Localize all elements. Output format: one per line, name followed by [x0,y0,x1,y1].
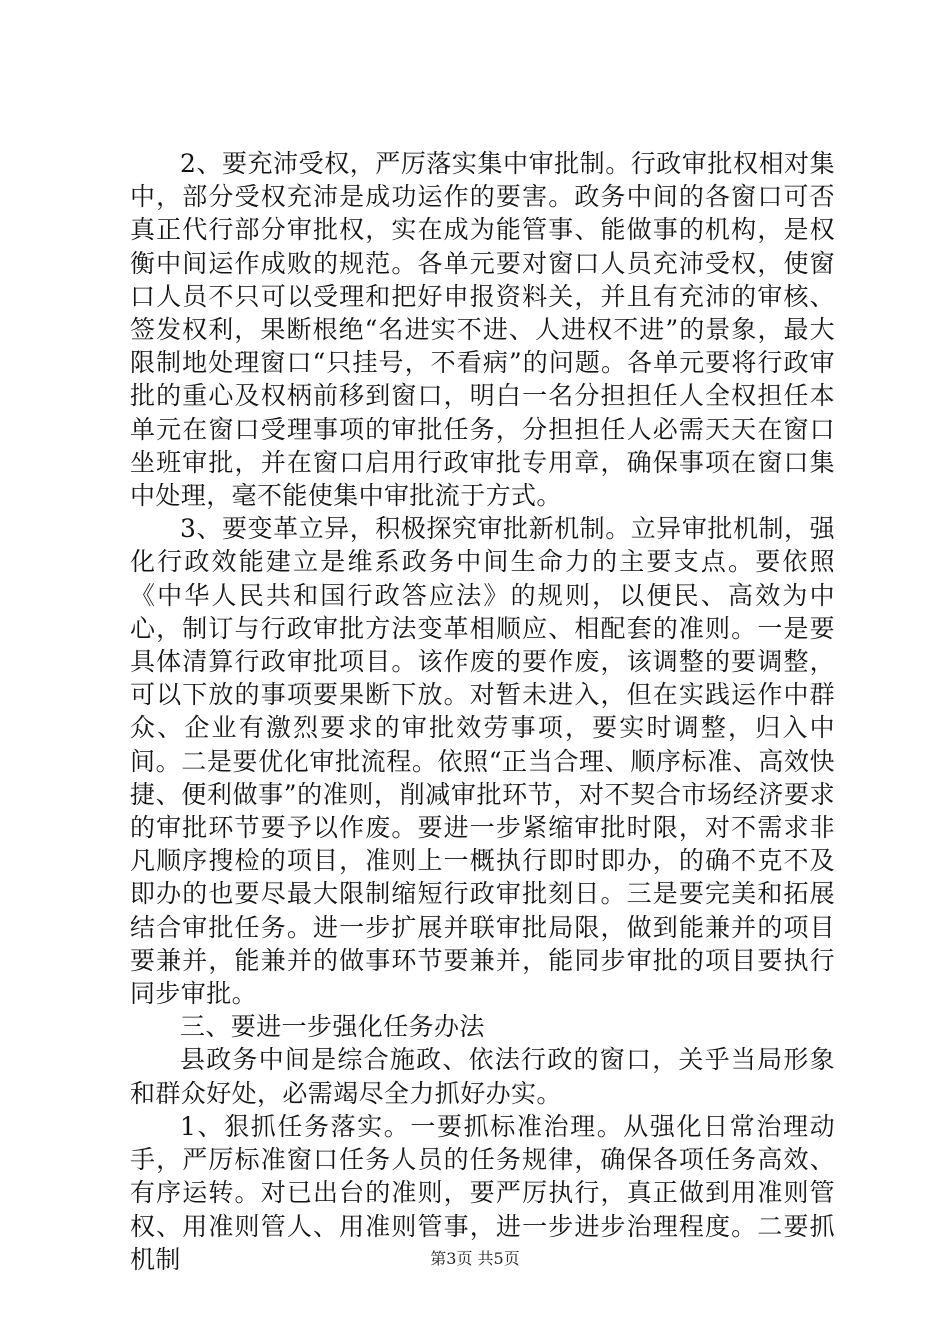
document-body [130,147,835,1276]
paragraph-2: 2、要充沛受权，严厉落实集中审批制。行政审批权相对集中，部分受权充沛是成功运作的要害。政务中间的各窗口可否真正代行部分审批权，实在成为能管事、能做事的机构，是权衡中间运作成败的规范。各单元要对窗口人员充沛受权，使窗口人员不只可以受理和把好申报资料关，并且有充沛的审核、签发权利，果断根绝“名进实不进、人进权不进”的景象，最大限制地处理窗口“只挂号，不看病”的问题。各单元要将行政审批的重心及权柄前移到窗口，明白一名分担担任人全权担任本单元在窗口受理事项的审批任务，分担担任人必需天天在窗口坐班审批，并在窗口启用行政审批专用章，确保事项在窗口集中处理，毫不能使集中审批流于方式。 [130,149,835,511]
page-number-footer: 第3页 共5页 [430,1249,520,1268]
section-heading: 三、要进一步强化任务办法 [180,1012,485,1042]
paragraph-1: 1、狠抓任务落实。一要抓标准治理。从强化日常治理动手，严厉标准窗口任务人员的任务规律，确保各项任务高效、有序运转。对已出台的准则，要严厉执行，真正做到用准则管权、用准则管人、用准则管事，进一步进步治理程度。二要抓机制 [130,1111,835,1274]
paragraph-intro: 县政务中间是综合施政、依法行政的窗口，关乎当局形象和群众好处，必需竭尽全力抓好办实。 [130,1045,835,1108]
paragraph-3: 3、要变革立异，积极探究审批新机制。立异审批机制，强化行政效能建立是维系政务中间生命力的主要支点。要依照《中华人民共和国行政答应法》的规则，以便民、高效为中心，制订与行政审批方法变革相顺应、相配套的准则。一是要具体清算行政审批项目。该作废的要作废，该调整的要调整，可以下放的事项要果断下放。对暂未进入，但在实践运作中群众、企业有激烈要求的审批效劳事项，要实时调整，归入中间。二是要优化审批流程。依照“正当合理、顺序标准、高效快捷、便利做事”的准则，削减审批环节，对不契合市场经济要求的审批环节要予以作废。要进一步紧缩审批时限，对不需求非凡顺序搜检的项目，准则上一概执行即时即办，的确不克不及即办的也要尽最大限制缩短行政审批刻日。三是要完美和拓展结合审批任务。进一步扩展并联审批局限，做到能兼并的项目要兼并，能兼并的做事环节要兼并，能同步审批的项目要执行同步审批。 [130,514,835,1009]
